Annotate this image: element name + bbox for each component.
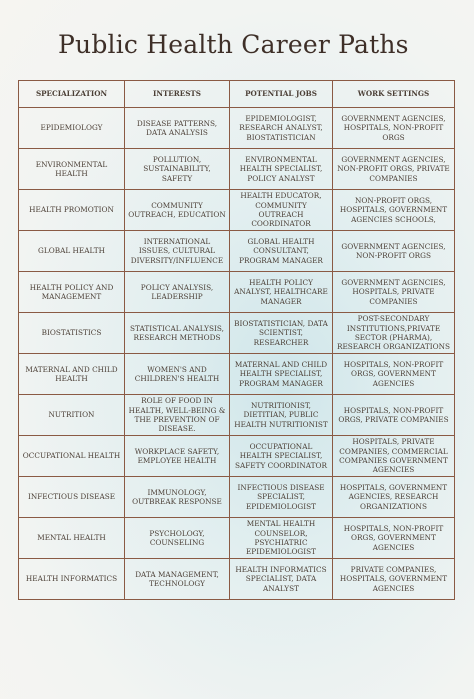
table-header-row [19,81,455,108]
table-row [19,108,455,149]
cell-work-settings: GOVERNMENT AGENCIES, NON-PROFIT ORGS, PRIVATE COMPANIES [333,149,455,190]
cell-interests: WOMEN'S AND CHILDREN'S HEALTH [125,354,230,395]
cell-potential-jobs: GLOBAL HEALTH CONSULTANT, PROGRAM MANAGER [230,231,333,272]
cell-potential-jobs: ENVIRONMENTAL HEALTH SPECIALIST, POLICY ANALYST [230,149,333,190]
cell-potential-jobs: MENTAL HEALTH COUNSELOR, PSYCHIATRIC EPIDEMIOLOGIST [230,518,333,559]
cell-work-settings: GOVERNMENT AGENCIES, HOSPITALS, PRIVATE COMPANIES [333,272,455,313]
cell-potential-jobs: HEALTH INFORMATICS SPECIALIST, DATA ANALYST [230,559,333,600]
cell-interests: DATA MANAGEMENT, TECHNOLOGY [125,559,230,600]
cell-potential-jobs: MATERNAL AND CHILD HEALTH SPECIALIST, PROGRAM MANAGER [230,354,333,395]
cell-specialization: HEALTH PROMOTION [19,190,125,231]
cell-potential-jobs: EPIDEMIOLOGIST, RESEARCH ANALYST, BIOSTATISTICIAN [230,108,333,149]
page-title: Public Health Career Paths [58,30,409,59]
cell-specialization: NUTRITION [19,395,125,436]
cell-work-settings: HOSPITALS, PRIVATE COMPANIES, COMMERCIAL COMPANIES GOVERNMENT AGENCIES [333,436,455,477]
cell-work-settings: GOVERNMENT AGENCIES, NON-PROFIT ORGS [333,231,455,272]
cell-interests: WORKPLACE SAFETY, EMPLOYEE HEALTH [125,436,230,477]
cell-interests: COMMUNITY OUTREACH, EDUCATION [125,190,230,231]
cell-work-settings: HOSPITALS, NON-PROFIT ORGS, PRIVATE COMPANIES [333,395,455,436]
header-specialization: SPECIALIZATION [19,81,125,108]
cell-specialization: HEALTH POLICY AND MANAGEMENT [19,272,125,313]
cell-interests: PSYCHOLOGY, COUNSELING [125,518,230,559]
cell-interests: DISEASE PATTERNS, DATA ANALYSIS [125,108,230,149]
cell-work-settings: GOVERNMENT AGENCIES, HOSPITALS, NON-PROFIT ORGS [333,108,455,149]
cell-potential-jobs: INFECTIOUS DISEASE SPECIALIST, EPIDEMIOLOGIST [230,477,333,518]
cell-specialization: MENTAL HEALTH [19,518,125,559]
cell-interests: STATISTICAL ANALYSIS, RESEARCH METHODS [125,313,230,354]
cell-interests: POLICY ANALYSIS, LEADERSHIP [125,272,230,313]
cell-potential-jobs: OCCUPATIONAL HEALTH SPECIALIST, SAFETY COORDINATOR [230,436,333,477]
table-row [19,272,455,313]
table-row [19,231,455,272]
cell-work-settings: POST-SECONDARY INSTITUTIONS,PRIVATE SECTOR (PHARMA), RESEARCH ORGANIZATIONS [333,313,455,354]
table-row [19,149,455,190]
cell-specialization: HEALTH INFORMATICS [19,559,125,600]
cell-specialization: EPIDEMIOLOGY [19,108,125,149]
cell-specialization: ENVIRONMENTAL HEALTH [19,149,125,190]
cell-work-settings: PRIVATE COMPANIES, HOSPITALS, GOVERNMENT AGENCIES [333,559,455,600]
cell-interests: INTERNATIONAL ISSUES, CULTURAL DIVERSITY/INFLUENCE [125,231,230,272]
table-row [19,190,455,231]
cell-potential-jobs: NUTRITIONIST, DIETITIAN, PUBLIC HEALTH NUTRITIONIST [230,395,333,436]
table-row [19,313,455,354]
cell-specialization: OCCUPATIONAL HEALTH [19,436,125,477]
cell-work-settings: NON-PROFIT ORGS, HOSPITALS, GOVERNMENT AGENCIES SCHOOLS, [333,190,455,231]
cell-interests: POLLUTION, SUSTAINABILITY, SAFETY [125,149,230,190]
career-paths-table [18,80,455,600]
cell-work-settings: HOSPITALS, GOVERNMENT AGENCIES, RESEARCH ORGANIZATIONS [333,477,455,518]
cell-interests: IMMUNOLOGY, OUTBREAK RESPONSE [125,477,230,518]
header-interests: INTERESTS [125,81,230,108]
header-work-settings: WORK SETTINGS [333,81,455,108]
header-potential-jobs: POTENTIAL JOBS [230,81,333,108]
cell-specialization: MATERNAL AND CHILD HEALTH [19,354,125,395]
table-row [19,518,455,559]
cell-specialization: GLOBAL HEALTH [19,231,125,272]
cell-interests: ROLE OF FOOD IN HEALTH, WELL-BEING & THE PREVENTION OF DISEASE. [125,395,230,436]
cell-potential-jobs: HEALTH EDUCATOR, COMMUNITY OUTREACH COORDINATOR [230,190,333,231]
cell-specialization: INFECTIOUS DISEASE [19,477,125,518]
table-row [19,395,455,436]
table-row [19,436,455,477]
cell-potential-jobs: BIOSTATISTICIAN, DATA SCIENTIST, RESEARCHER [230,313,333,354]
table-row [19,477,455,518]
table-row [19,354,455,395]
cell-work-settings: HOSPITALS, NON-PROFIT ORGS, GOVERNMENT AGENCIES [333,354,455,395]
cell-specialization: BIOSTATISTICS [19,313,125,354]
cell-work-settings: HOSPITALS, NON-PROFIT ORGS, GOVERNMENT AGENCIES [333,518,455,559]
table-row [19,559,455,600]
cell-potential-jobs: HEALTH POLICY ANALYST, HEALTHCARE MANAGER [230,272,333,313]
